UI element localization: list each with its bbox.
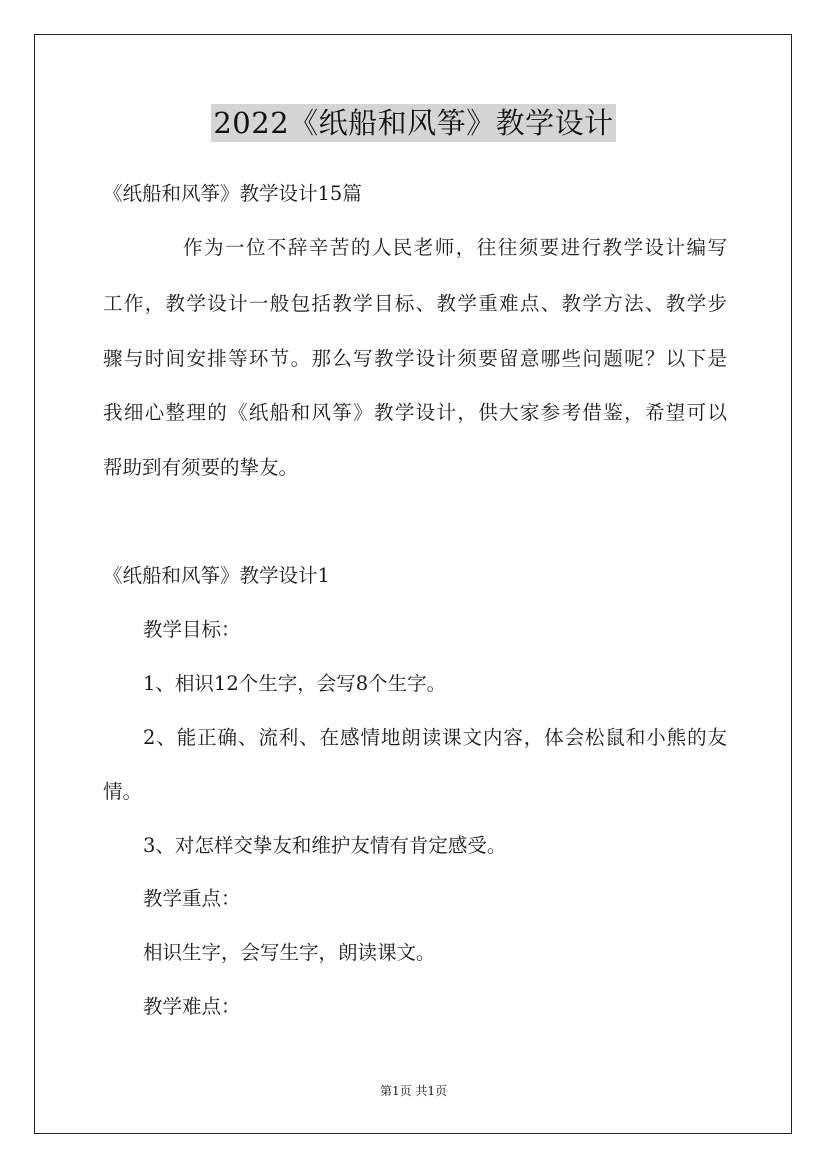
page-footer: 第1页 共1页 xyxy=(379,1084,448,1098)
intro-line-2: 工作，教学设计一般包括教学目标、教学重难点、教学方法、教学步 xyxy=(103,292,727,315)
document-title: 2022《纸船和风筝》教学设计 xyxy=(213,106,614,140)
key-points-text: 相识生字，会写生字，朗读课文。 xyxy=(143,941,436,964)
difficulty-label: 教学难点： xyxy=(143,995,241,1018)
goal-2-line-2: 情。 xyxy=(103,780,143,803)
intro-line-4: 我细心整理的《纸船和风筝》教学设计，供大家参考借鉴，希望可以 xyxy=(103,401,727,424)
intro-line-3: 骤与时间安排等环节。那么写教学设计须要留意哪些问题呢？以下是 xyxy=(103,347,727,370)
goal-1: 1、相识12个生字，会写8个生字。 xyxy=(143,672,447,695)
document-subtitle: 《纸船和风筝》教学设计15篇 xyxy=(103,182,362,205)
intro-line-5: 帮助到有须要的挚友。 xyxy=(103,456,299,479)
goals-label: 教学目标： xyxy=(143,618,241,641)
intro-line-1: 作为一位不辞辛苦的人民老师，往往须要进行教学设计编写 xyxy=(183,236,727,259)
goal-3: 3、对怎样交挚友和维护友情有肯定感受。 xyxy=(143,834,507,857)
section-heading: 《纸船和风筝》教学设计1 xyxy=(103,564,330,587)
title-container xyxy=(0,104,827,142)
goal-2-line-1: 2、能正确、流利、在感情地朗读课文内容，体会松鼠和小熊的友 xyxy=(143,726,727,749)
key-points-label: 教学重点： xyxy=(143,887,241,910)
